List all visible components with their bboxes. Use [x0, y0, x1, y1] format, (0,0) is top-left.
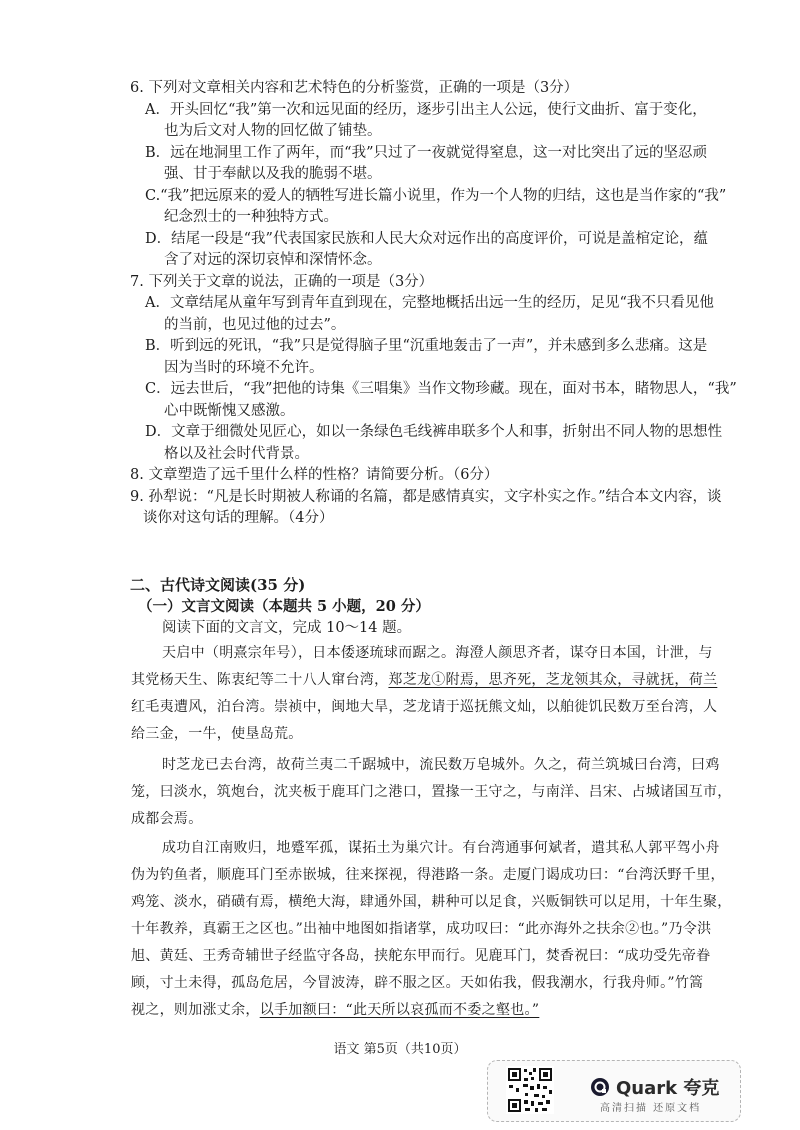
passage-p3-line4: 十年教养，真霸王之区也。”出袖中地图如指诸掌，成功叹曰：“此亦海外之扶余②也。”乃令洪	[131, 921, 712, 937]
q6-option-d-cont: 含了对远的深切哀悼和深情怀念。	[164, 252, 382, 268]
q6-stem: 6. 下列对文章相关内容和艺术特色的分析鉴赏，正确的一项是（3分）	[130, 80, 579, 96]
reading-instruction: 阅读下面的文言文，完成 10～14 题。	[162, 620, 412, 636]
passage-p3-line1: 成功自江南败归，地蹙军孤，谋拓土为巢穴计。有台湾通事何斌者，遣其私人郭平驾小舟	[162, 840, 720, 856]
passage-p3-line6: 顾，寸土未得，孤岛危居，今冒波涛，辟不服之区。天如佑我，假我潮水，行我舟师。”竹篙	[131, 975, 704, 991]
q7-option-c: C．远去世后，“我”把他的诗集《三唱集》当作文物珍藏。现在，面对书本，睹物思人，“我”	[145, 381, 737, 397]
subsection-heading: （一）文言文阅读（本题共 5 小题，20 分）	[138, 598, 430, 615]
q7-option-b-cont: 因为当时的环境不允许。	[164, 360, 324, 376]
q6-option-d: D．结尾一段是“我”代表国家民族和人民大众对远作出的高度评价，可说是盖棺定论，蕴	[145, 231, 708, 247]
passage-p3-line3: 鸡笼、淡水，硝磺有焉，横绝大海，肆通外国，耕种可以足食，兴贩铜铁可以足用，十年生聚，	[131, 894, 732, 910]
section-heading: 二、古代诗文阅读(35 分)	[130, 576, 306, 594]
q6-option-a-cont: 也为后文对人物的回忆做了铺垫。	[164, 123, 382, 139]
brand-name: Quark 夸克	[616, 1078, 720, 1099]
q8-stem: 8. 文章塑造了远千里什么样的性格？请简要分析。（6分）	[130, 467, 499, 483]
q7-option-a: A．文章结尾从童年写到青年直到现在，完整地概括出远一生的经历，足见“我不只看见他	[145, 295, 714, 311]
passage-p2-line3: 成都会焉。	[131, 811, 203, 827]
underlined-sentence-2: 以手加额曰：“此天所以哀孤而不委之壑也。”	[259, 1002, 540, 1018]
q7-option-a-cont: 的当前，也见过他的过去”。	[164, 317, 346, 333]
quark-logo-icon	[590, 1077, 610, 1097]
q6-option-b: B．远在地洞里工作了两年，而“我”只过了一夜就觉得窒息，这一对比突出了远的坚忍顽	[145, 145, 707, 161]
q7-stem: 7. 下列关于文章的说法，正确的一项是（3分）	[130, 274, 434, 290]
watermark-tagline: 高清扫描 还原文档	[600, 1103, 702, 1114]
q7-option-d-cont: 格以及社会时代背景。	[164, 446, 309, 462]
passage-p2-line1: 时芝龙已去台湾，故荷兰夷二千踞城中，流民数万皂城外。久之，荷兰筑城曰台湾，曰鸡	[162, 757, 720, 773]
q6-option-c: C.“我”把远原来的爱人的牺牲写进长篇小说里，作为一个人物的归结，这也是当作家的“我”	[145, 188, 727, 204]
page-footer: 语文 第5页（共10页）	[333, 1042, 467, 1057]
passage-p1-line3: 红毛夷遭风，泊台湾。崇祯中，闽地大旱，芝龙请于巡抚熊文灿，以舶徙饥民数万至台湾，人	[131, 699, 718, 715]
qr-code-icon	[506, 1066, 554, 1114]
q9-stem: 9. 孙犁说：“凡是长时期被人称诵的名篇，都是感情真实，文字朴实之作。”结合本文内容，谈	[130, 489, 722, 505]
passage-p1-line2-text: 其党杨天生、陈衷纪等二十八人窜台湾，	[131, 672, 389, 688]
underlined-sentence: 郑芝龙①附焉，思齐死，芝龙领其众，寻就抚，荷兰	[388, 672, 718, 688]
passage-p1-line1: 天启中（明熹宗年号），日本倭逐琉球而踞之。海澄人颜思齐者，谋夺日本国，计泄，与	[162, 645, 713, 661]
q6-option-b-cont: 强、甘于奉献以及我的脆弱不堪。	[164, 166, 382, 182]
passage-p1-line2	[131, 670, 717, 690]
q6-option-c-cont: 纪念烈士的一种独特方式。	[164, 209, 338, 225]
quark-brand	[590, 1074, 719, 1100]
q6-option-a: A．开头回忆“我”第一次和远见面的经历，逐步引出主人公远，使行文曲折、富于变化，	[145, 102, 707, 118]
q9-stem-cont: 谈你对这句话的理解。（4分）	[143, 510, 334, 526]
q7-option-b: B．听到远的死讯，“我”只是觉得脑子里“沉重地轰击了一声”，并未感到多么悲痛。这是	[145, 338, 708, 354]
passage-p1-line4: 给三金，一牛，使垦岛荒。	[131, 726, 303, 742]
passage-p3-line7-text: 视之，则加涨丈余，	[131, 1002, 260, 1018]
passage-p3-line5: 旭、黄廷、王秀奇辅世子经监守各岛，挟舵东甲而行。见鹿耳门，焚香祝曰：“成功受先帝眷	[131, 948, 711, 964]
passage-p3-line2: 伪为钓鱼者，顺鹿耳门至赤嵌城，往来探视，得港路一条。走厦门谒成功曰：“台湾沃野千里，	[131, 867, 725, 883]
q7-option-d: D．文章于细微处见匠心，如以一条绿色毛线裤串联多个人和事，折射出不同人物的思想性	[145, 424, 723, 440]
passage-p3-line7	[131, 1000, 539, 1020]
passage-p2-line2: 笼，曰淡水，筑炮台，沈夹板于鹿耳门之港口，置掾一王守之，与南洋、吕宋、占城诸国互市，	[131, 784, 732, 800]
q7-option-c-cont: 心中既惭愧又感激。	[164, 403, 295, 419]
